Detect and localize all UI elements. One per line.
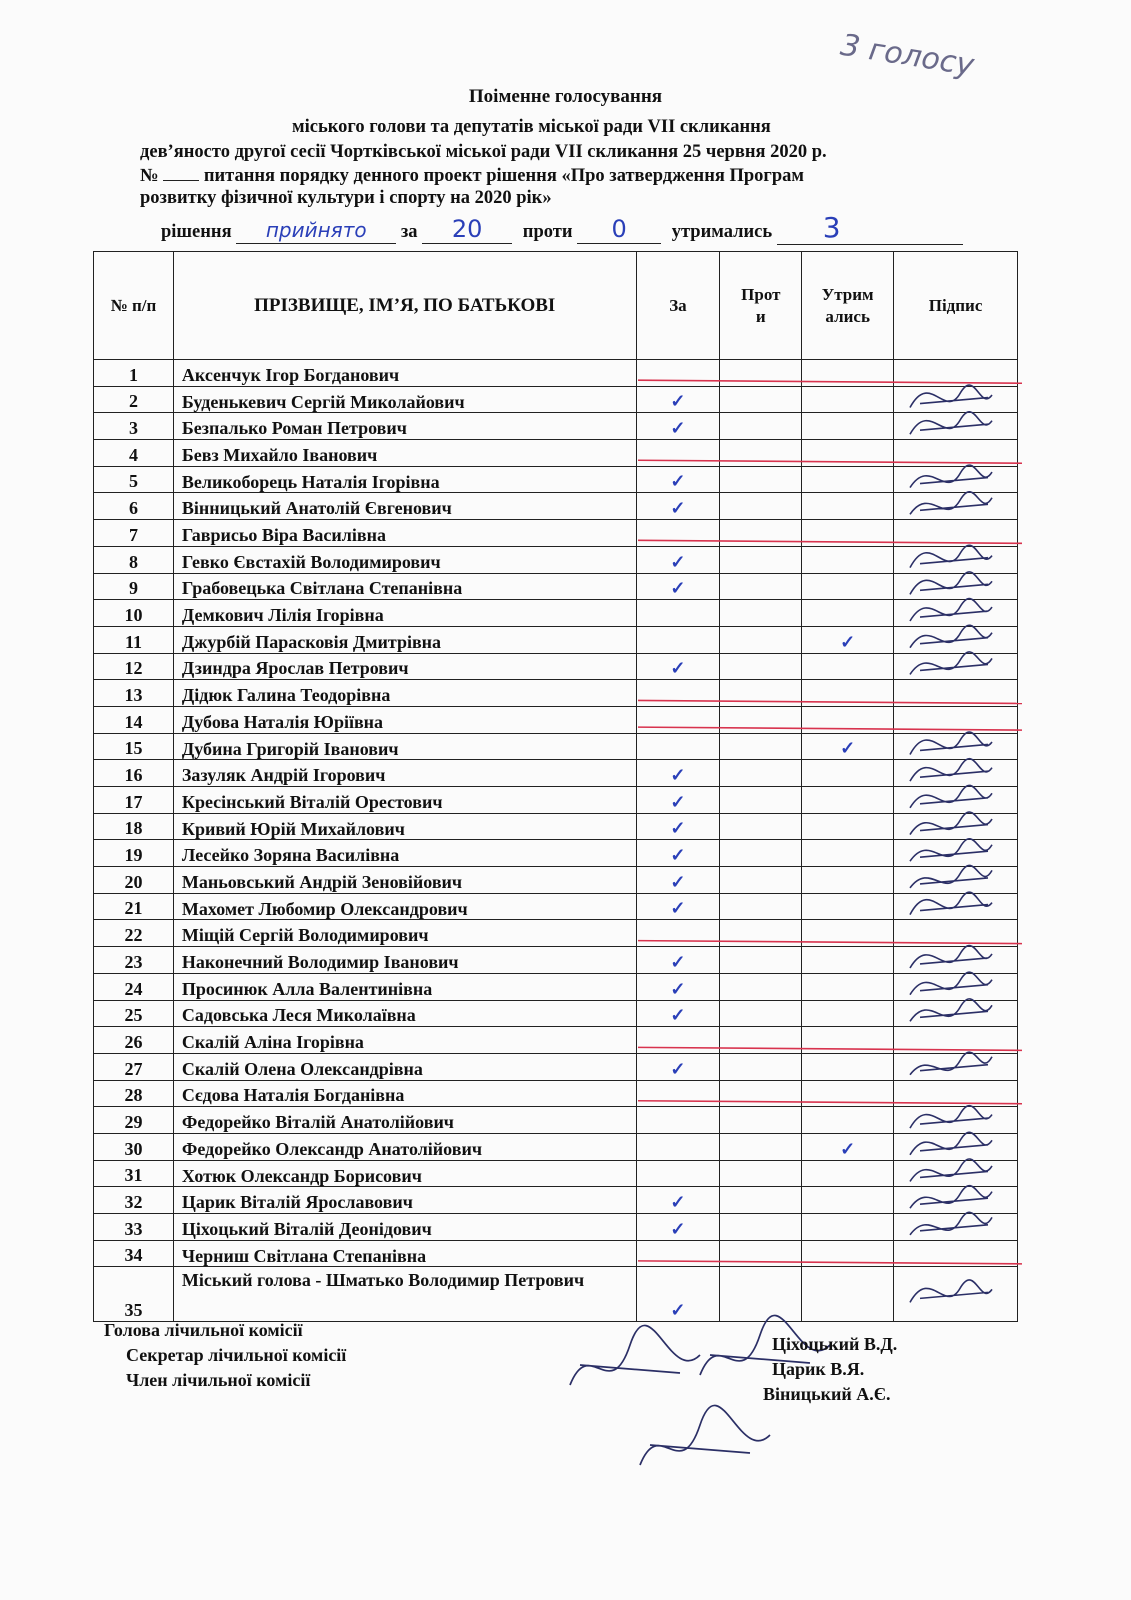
vote-for-cell: ✓	[636, 386, 720, 413]
subtitle-line-2: дев’яносто другої сесії Чортківської міської ради VII скликання 25 червня 2020 р.	[140, 142, 827, 162]
header-against: Проти	[720, 252, 802, 360]
vote-for-cell: ✓	[636, 1053, 720, 1080]
deputy-name: Федорейко Олександр Анатолійович	[173, 1133, 636, 1160]
absent-strike-line	[638, 380, 1022, 383]
row-number: 28	[94, 1080, 174, 1107]
deputy-name: Міщій Сергій Володимирович	[173, 920, 636, 947]
deputy-name: Скалій Олена Олександрівна	[173, 1053, 636, 1080]
row-number: 7	[94, 520, 174, 547]
signature-scribble	[910, 385, 992, 407]
member-label: Член лічильної комісії	[126, 1370, 311, 1390]
signature-scribble	[910, 1186, 992, 1208]
vote-for-cell: ✓	[636, 893, 720, 920]
row-number: 14	[94, 706, 174, 733]
signature-scribble	[910, 759, 992, 781]
signature-scribble	[910, 1280, 992, 1302]
deputy-name: Буденькевич Сергій Миколайович	[173, 386, 636, 413]
deputy-name: Зазуляк Андрій Ігорович	[173, 760, 636, 787]
deputy-name: Лесейко Зоряна Василівна	[173, 840, 636, 867]
absent-strike-line	[638, 700, 1022, 703]
deputy-name: Хотюк Олександр Борисович	[173, 1160, 636, 1187]
signature-scribble	[910, 1132, 992, 1154]
vote-for-cell: ✓	[636, 787, 720, 814]
row-number: 8	[94, 546, 174, 573]
deputy-name: Дідюк Галина Теодорівна	[173, 680, 636, 707]
deputy-name: Федорейко Віталій Анатолійович	[173, 1107, 636, 1134]
abstained-label: утримались	[671, 222, 773, 242]
vote-for-cell: ✓	[636, 973, 720, 1000]
row-number: 5	[94, 466, 174, 493]
row-number: 30	[94, 1133, 174, 1160]
against-count-handwritten: 0	[611, 215, 627, 243]
signature-scribble	[910, 812, 992, 834]
absent-strike-line	[638, 460, 1022, 463]
deputy-name: Сєдова Наталія Богданівна	[173, 1080, 636, 1107]
signature-scribble	[910, 465, 992, 487]
vote-for-cell: ✓	[636, 813, 720, 840]
vote-for-cell: ✓	[636, 493, 720, 520]
deputy-name: Садовська Леся Миколаївна	[173, 1000, 636, 1027]
row-number: 18	[94, 813, 174, 840]
vote-for-cell: ✓	[636, 546, 720, 573]
row-number: 23	[94, 947, 174, 974]
deputy-name: Безпалько Роман Петрович	[173, 413, 636, 440]
decision-label: рішення	[161, 222, 232, 242]
abstained-count-handwritten: 3	[822, 211, 841, 244]
decision-handwritten: прийнято	[265, 218, 367, 242]
signature-scribble	[910, 1212, 992, 1234]
document-title: Поіменне голосування	[468, 86, 663, 107]
deputy-name: Царик Віталій Ярославович	[173, 1187, 636, 1214]
deputy-name: Просинюк Алла Валентинівна	[173, 973, 636, 1000]
agenda-item-text: питання порядку денного проект рішення «Про затвердження Програм	[203, 166, 804, 186]
signature-scribble	[910, 492, 992, 514]
chair-label: Голова лічильної комісії	[104, 1320, 303, 1340]
signature-scribble	[910, 839, 992, 861]
deputy-name: Дубова Наталія Юріївна	[173, 706, 636, 733]
signature-scribble	[910, 599, 992, 621]
deputy-name: Махомет Любомир Олександрович	[173, 893, 636, 920]
signature-scribble	[910, 946, 992, 968]
vote-for-cell: ✓	[636, 1267, 720, 1322]
secretary-label: Секретар лічильної комісії	[126, 1345, 347, 1365]
signature-scribble	[910, 865, 992, 887]
header-abstain: Утримались	[802, 252, 894, 360]
row-number: 24	[94, 973, 174, 1000]
header-for: За	[636, 252, 720, 360]
vote-for-cell: ✓	[636, 840, 720, 867]
row-number: 1	[94, 360, 174, 387]
deputy-name: Гевко Євстахій Володимирович	[173, 546, 636, 573]
row-number: 27	[94, 1053, 174, 1080]
vote-abstain-cell: ✓	[802, 733, 894, 760]
signature-scribble	[910, 999, 992, 1021]
deputy-name: Ціхоцький Віталій Деонідович	[173, 1214, 636, 1241]
number-sign: №	[140, 166, 159, 186]
row-number: 31	[94, 1160, 174, 1187]
chair-name: Ціхоцький В.Д.	[772, 1334, 898, 1354]
signature-scribble	[910, 1052, 992, 1075]
header-number: № п/п	[94, 252, 174, 360]
vote-for-cell: ✓	[636, 413, 720, 440]
absent-strike-line	[638, 1101, 1022, 1104]
row-number: 25	[94, 1000, 174, 1027]
vote-for-cell: ✓	[636, 1000, 720, 1027]
signature-scribble	[910, 1159, 992, 1181]
signature-scribble	[910, 972, 992, 994]
signature-scribble	[910, 625, 992, 647]
for-count-handwritten: 20	[451, 215, 483, 243]
deputy-name: Скалій Аліна Ігорівна	[173, 1027, 636, 1054]
deputy-name: Дзиндра Ярослав Петрович	[173, 653, 636, 680]
commission-signature	[640, 1405, 770, 1465]
row-number: 26	[94, 1027, 174, 1054]
subtitle-line-4: розвитку фізичної культури і спорту на 2020 рік»	[140, 188, 552, 208]
vote-for-cell: ✓	[636, 1187, 720, 1214]
row-number: 4	[94, 440, 174, 467]
row-number: 34	[94, 1240, 174, 1267]
member-name: Віницький А.Є.	[763, 1384, 891, 1404]
deputy-name: Черниш Світлана Степанівна	[173, 1240, 636, 1267]
absent-strike-line	[638, 1261, 1022, 1264]
deputy-name: Дубина Григорій Іванович	[173, 733, 636, 760]
row-number: 13	[94, 680, 174, 707]
corner-handwritten-note: 3 голосу	[838, 27, 977, 84]
absent-strike-line	[638, 1047, 1022, 1050]
deputy-name: Аксенчук Ігор Богданович	[173, 360, 636, 387]
row-number: 12	[94, 653, 174, 680]
signature-scribble	[910, 652, 992, 674]
row-number: 19	[94, 840, 174, 867]
secretary-name: Царик В.Я.	[772, 1359, 865, 1379]
against-label: проти	[522, 222, 573, 242]
row-number: 35	[94, 1267, 174, 1322]
row-number: 2	[94, 386, 174, 413]
row-number: 11	[94, 626, 174, 653]
deputy-name: Міський голова - Шматько Володимир Петрович	[173, 1267, 636, 1322]
for-label: за	[400, 222, 418, 242]
vote-for-cell: ✓	[636, 867, 720, 894]
signature-scribble	[910, 732, 992, 754]
vote-for-cell: ✓	[636, 653, 720, 680]
vote-for-cell: ✓	[636, 947, 720, 974]
row-number: 10	[94, 600, 174, 627]
deputy-name: Наконечний Володимир Іванович	[173, 947, 636, 974]
deputy-name: Грабовецька Світлана Степанівна	[173, 573, 636, 600]
absent-strike-line	[638, 727, 1022, 730]
row-number: 17	[94, 787, 174, 814]
row-number: 20	[94, 867, 174, 894]
subtitle-line-1: міського голови та депутатів міської ради VII скликання	[292, 117, 771, 137]
row-number: 9	[94, 573, 174, 600]
header-name: ПРІЗВИЩЕ, ІМ’Я, ПО БАТЬКОВІ	[173, 252, 636, 360]
signature-scribble	[910, 412, 992, 434]
row-number: 33	[94, 1214, 174, 1241]
row-number: 6	[94, 493, 174, 520]
commission-signature	[570, 1325, 700, 1385]
deputy-name: Джурбій Парасковія Дмитрівна	[173, 626, 636, 653]
vote-for-cell: ✓	[636, 760, 720, 787]
vote-abstain-cell: ✓	[802, 626, 894, 653]
absent-strike-line	[638, 540, 1022, 543]
signature-scribble	[910, 572, 992, 594]
vote-abstain-cell: ✓	[802, 1133, 894, 1160]
vote-for-cell: ✓	[636, 1214, 720, 1241]
deputy-name: Кривий Юрій Михайлович	[173, 813, 636, 840]
signature-scribble	[910, 545, 992, 567]
absent-strike-line	[638, 941, 1022, 944]
deputy-name: Маньовський Андрій Зеновійович	[173, 867, 636, 894]
row-number: 32	[94, 1187, 174, 1214]
vote-for-cell: ✓	[636, 466, 720, 493]
signature-scribble	[910, 1106, 992, 1128]
deputy-name: Демкович Лілія Ігорівна	[173, 600, 636, 627]
signature-scribble	[910, 892, 992, 914]
row-number: 22	[94, 920, 174, 947]
row-number: 16	[94, 760, 174, 787]
header-signature: Підпис	[894, 252, 1018, 360]
vote-for-cell: ✓	[636, 573, 720, 600]
deputy-name: Гаврисьо Віра Василівна	[173, 520, 636, 547]
deputy-name: Кресінський Віталій Орестович	[173, 787, 636, 814]
deputy-name: Бевз Михайло Іванович	[173, 440, 636, 467]
row-number: 15	[94, 733, 174, 760]
row-number: 3	[94, 413, 174, 440]
signature-scribble	[910, 785, 992, 807]
row-number: 29	[94, 1107, 174, 1134]
deputy-name: Великоборець Наталія Ігорівна	[173, 466, 636, 493]
deputy-name: Вінницький Анатолій Євгенович	[173, 493, 636, 520]
row-number: 21	[94, 893, 174, 920]
